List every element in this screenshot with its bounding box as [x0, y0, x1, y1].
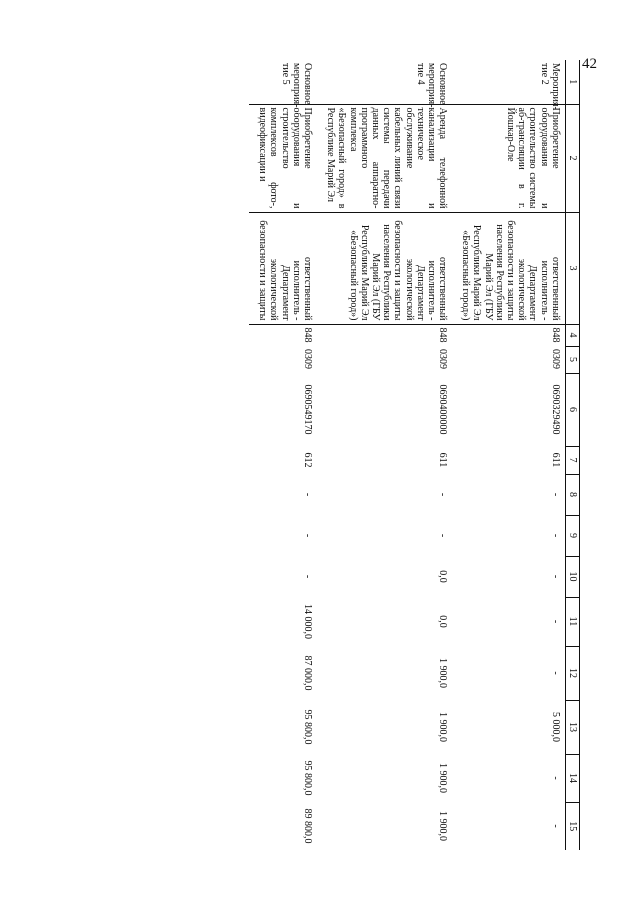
cell-event-name: Приобретение оборудования и строительство комплексов фото-, видеофиксации и	[249, 104, 317, 212]
cell-amount: 1 900,0	[437, 763, 449, 793]
column-number: 1	[565, 60, 579, 104]
cell-event-status: Основное мероприя-тие 5	[249, 60, 317, 104]
cell-amount: -	[549, 671, 561, 675]
cell-amount: 1 900,0	[437, 712, 449, 742]
cell-responsible: ответственный исполнитель - Департамент экологической безопасности и защиты населения Республики Марий Эл (ГБУ Республики Марий Эл «Безопасный город»)	[452, 212, 565, 324]
cell-amount: 0,0	[437, 615, 449, 628]
column-number: 7	[565, 446, 579, 474]
cell-grbs: 848	[437, 327, 449, 343]
table-header-row	[565, 60, 579, 850]
cell-amount: -	[549, 533, 561, 538]
table-row	[317, 60, 452, 850]
column-number: 8	[565, 474, 579, 515]
page-number: 42	[582, 56, 597, 72]
cell-vr: 611	[549, 452, 561, 468]
column-number: 10	[565, 556, 579, 597]
cell-amount: -	[302, 574, 314, 579]
cell-amount: 95 800,0	[302, 760, 314, 796]
column-number: 2	[565, 104, 579, 212]
cell-amount: 87 000,0	[302, 655, 314, 691]
cell-responsible: ответственный исполнитель - Департамент экологической безопасности и защиты	[249, 212, 317, 324]
cell-event-status: Мероприя-тие 2	[452, 60, 565, 104]
cell-vr: 612	[302, 452, 314, 468]
table-row	[249, 60, 317, 850]
cell-responsible: ответственный исполнитель - Департамент экологической безопасности и защиты населения Республики Марий Эл (ГБУ Республики Марий Эл «Безопасный город»)	[317, 212, 452, 324]
cell-amount: 0,0	[437, 570, 449, 583]
cell-amount: -	[549, 492, 561, 497]
cell-amount: -	[549, 619, 561, 624]
cell-vr: 611	[437, 452, 449, 468]
cell-event-status: Основное мероприя-тие 4	[317, 60, 452, 104]
column-number: 5	[565, 346, 579, 373]
cell-csr: 0690400000	[437, 384, 449, 435]
cell-event-name: Приобретение оборудования и строительство системы аб-трансляции в г. Йошкар-Оле	[452, 104, 565, 212]
table-row	[452, 60, 565, 850]
column-number: 15	[565, 802, 579, 850]
program-table	[249, 60, 580, 850]
cell-amount: 1 900,0	[437, 811, 449, 841]
cell-csr: 0690549170	[302, 384, 314, 435]
column-number: 13	[565, 700, 579, 754]
cell-amount: 1 900,0	[437, 658, 449, 688]
cell-event-name: Аренда телефонной канализации и техническое обслуживание кабельных линий связи системы передачи данных аппаратно-программного комплекса «Безопасный город» в Республике Марий Эл	[317, 104, 452, 212]
column-number: 4	[565, 324, 579, 346]
cell-amount: -	[302, 533, 314, 538]
cell-grbs: 848	[549, 327, 561, 343]
cell-amount: 89 800,0	[302, 808, 314, 844]
cell-rzpr: 0309	[549, 349, 561, 369]
cell-amount: 14 000,0	[302, 604, 314, 639]
cell-rzpr: 0309	[437, 349, 449, 369]
cell-csr: 0690329490	[549, 384, 561, 435]
cell-amount: -	[302, 492, 314, 497]
cell-amount: 95 800,0	[302, 709, 314, 745]
cell-rzpr: 0309	[302, 349, 314, 369]
cell-amount: -	[549, 824, 561, 828]
column-number: 11	[565, 597, 579, 646]
column-number: 14	[565, 754, 579, 802]
column-number: 9	[565, 515, 579, 556]
cell-amount: -	[549, 776, 561, 780]
column-number: 3	[565, 212, 579, 324]
cell-amount: -	[437, 492, 449, 497]
column-number: 12	[565, 646, 579, 700]
cell-grbs: 848	[302, 327, 314, 343]
cell-amount: -	[549, 574, 561, 579]
cell-amount: -	[437, 533, 449, 538]
cell-amount: 5 000,0	[549, 712, 561, 742]
column-number: 6	[565, 373, 579, 446]
